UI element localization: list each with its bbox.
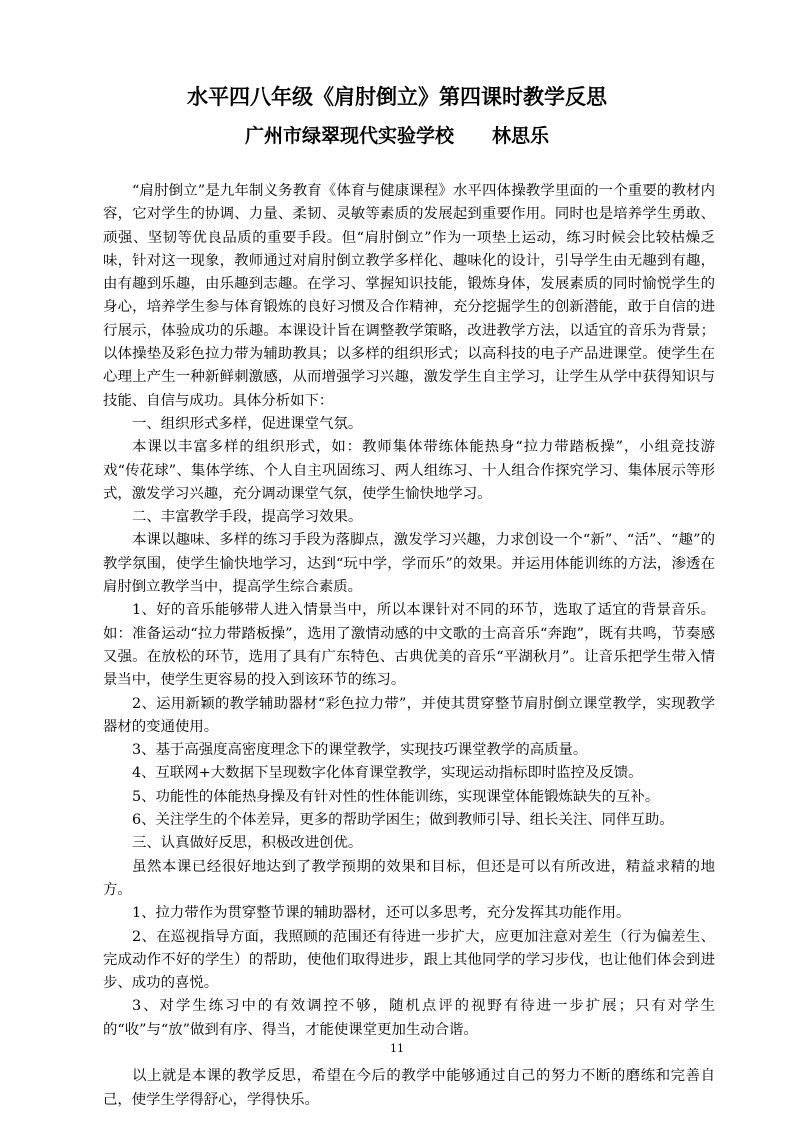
list-item: 3、对学生练习中的有效调控不够，随机点评的视野有待进一步扩展；只有对学生的“收”与“放”做到有序、得当，才能使课堂更加生动合谐。 [103,998,715,1038]
paragraph-intro: “肩肘倒立”是九年制义务教育《体育与健康课程》水平四体操教学里面的一个重要的教材内容，它对学生的协调、力量、柔韧、灵敏等素质的发展起到重要作用。同时也是培养学生勇敢、顽强、坚韧等优良品质的重要手段。但“肩肘倒立”作为一项垫上运动，练习时候会比较枯燥乏味，针对这一现象，教师通过对肩肘倒立教学多样化、趣味化的设计，引导学生由无趣到有趣，由有趣到乐趣，由乐趣到志趣。在学习、掌握知识技能，锻炼身体，发展素质的同时愉悦学生的身心，培养学生参与体育锻炼的良好习惯及合作精神，充分挖掘学生的创新潜能，敢于自信的进行展示，体验成功的乐趣。本课设计旨在调整教学策略，改进教学方法，以适宜的音乐为背景；以体操垫及彩色拉力带为辅助教具；以多样的组织形式；以高科技的电子产品进课堂。使学生在心理上产生一种新鲜刺激感，从而增强学习兴趣，激发学生自主学习，让学生从学中获得知识与技能、自信与成功。具体分析如下： [103,183,715,409]
list-item: 4、互联网+大数据下呈现数字化体育课堂教学，实现运动指标即时监控及反馈。 [132,765,643,782]
section-heading-2: 二、丰富教学手段，提高学习效果。 [132,509,363,526]
paragraph: 虽然本课已经很好地达到了教学预期的效果和目标，但还是可以有所改进，精益求精的地方。 [103,858,715,898]
section-heading-1: 一、组织形式多样，促进课堂气氛。 [132,415,363,432]
page-number: 11 [390,1042,404,1055]
paragraph: 本课以丰富多样的组织形式，如：教师集体带练体能热身“拉力带踏板操”，小组竞技游戏“传花球”、集体学练、个人自主巩固练习、两人组练习、十人组合作探究学习、集体展示等形式，激发学习兴趣，充分调动课堂气氛，使学生愉快地学习。 [103,439,715,502]
list-item: 1、好的音乐能够带人进入情景当中，所以本课针对不同的环节，选取了适宜的背景音乐。如：准备运动“拉力带踏板操”，选用了激情动感的中文歌的士高音乐“奔跑”，既有共鸣，节奏感又强。在放松的环节，选用了具有广东特色、古典优美的音乐“平湖秋月”。让音乐把学生带入情景当中，使学生更容易的投入到该环节的练习。 [103,602,715,689]
author-line: 广州市绿翠现代实验学校 林思乐 [244,125,549,147]
document-body [103,180,715,1112]
list-item: 5、功能性的体能热身操及有针对性的性体能训练，实现课堂体能锻炼缺失的互补。 [132,788,660,805]
paragraph: 本课以趣味、多样的练习手段为落脚点，激发学习兴趣，力求创设一个“新”、“活”、“趣”的教学氛围，使学生愉快地学习，达到“玩中学，学而乐”的效果。并运用体能训练的方法，渗透在肩肘倒立教学当中，提高学生综合素质。 [103,532,715,596]
list-item: 2、在巡视指导方面，我照顾的范围还有待进一步扩大，应更加注意对差生（行为偏差生、完成动作不好的学生）的帮助，使他们取得进步，跟上其他同学的学习步伐，也让他们体会到进步、成功的喜悦。 [103,928,715,992]
page-title: 水平四八年级《肩肘倒立》第四课时教学反思 [187,84,607,109]
paragraph-conclusion: 以上就是本课的教学反思，希望在今后的教学中能够通过自己的努力不断的磨练和完善自己，使学生学得舒心，学得快乐。 [103,1068,715,1108]
section-heading-3: 三、认真做好反思，积极改进创优。 [132,835,363,852]
list-item: 6、关注学生的个体差异，更多的帮助学困生；做到教师引导、组长关注、同伴互助。 [132,812,674,829]
list-item: 2、运用新颖的教学辅助器材“彩色拉力带”，并使其贯穿整节肩肘倒立课堂教学，实现教学器材的变通使用。 [103,695,715,735]
list-item: 1、拉力带作为贯穿整节课的辅助器材，还可以多思考，充分发挥其功能作用。 [132,905,631,922]
list-item: 3、基于高强度高密度理念下的课堂教学，实现技巧课堂教学的高质量。 [132,742,588,759]
